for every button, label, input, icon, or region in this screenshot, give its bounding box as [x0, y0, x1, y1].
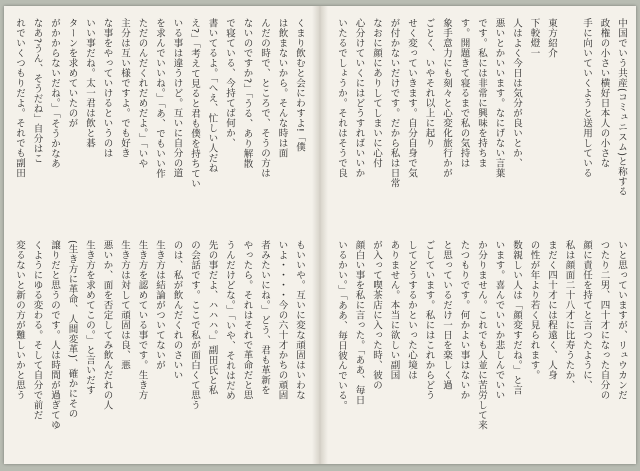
text-column: 生き方は結論がついてないが	[154, 240, 165, 370]
text-column: いる事は違うけど。互いに自分の道	[171, 18, 183, 178]
text-column: くようにゆる変わる。そして自分で前だ	[31, 240, 43, 420]
text-column: 悪いか、面を否定してみ飲んだれの人	[101, 240, 113, 410]
text-column: 生き方は対して頑固は良、悪	[119, 240, 130, 370]
text-column: 譲りだと思うのです。人は時間が過ぎてゆ	[49, 240, 60, 430]
text-column: は飲まないから。そんな時は面	[276, 18, 288, 158]
text-column: 下較燈一	[528, 18, 540, 58]
text-column: んだの時で、ところで、そうの方は	[259, 18, 270, 178]
text-column: 手に向いていくようと送用している	[581, 18, 592, 178]
text-column: 政権の小さい横好日本人の小さな	[598, 18, 610, 168]
text-column: す。開題きて寝るまで私の気持は	[458, 18, 470, 168]
text-column: 者みたいにね。」どう、君も革新を	[259, 240, 270, 396]
text-column: ごしています。私にはこれからどう	[423, 240, 435, 400]
text-column: と思っているだけ一日を楽しく過	[441, 240, 452, 390]
text-column: います。喜んでいいか悲しんでいい	[493, 240, 505, 400]
text-column: ありません。本当に欲しい副国	[388, 240, 400, 380]
text-column: やったら。それはそれで革命だと思	[241, 240, 253, 400]
text-column: いい事だね。太一君は飲と碁	[84, 18, 95, 148]
text-column: 悪いとかいいます。なにげない言葉	[493, 18, 505, 178]
text-column: なおに顔にありしてしまいに心付	[371, 18, 382, 168]
text-column: せく変っていきます。自分自身で気	[406, 18, 417, 178]
text-column: 生き方を認めている事です。生き方	[136, 240, 148, 400]
text-column: の性が年より若く見られます。	[528, 240, 540, 380]
text-column: が入って喫茶店に入った時、彼の	[371, 240, 382, 390]
text-column: です。私には非常に興味を持ちま	[476, 18, 487, 168]
text-column: いよ・・・・今の六十才かちの頑固	[276, 240, 288, 400]
text-column: ターンを求めていたのが	[66, 18, 78, 128]
text-column: れでいくつもりだよ。それでも副田	[14, 18, 25, 178]
text-column: 主分は互い様ですよ。でも好き	[119, 18, 130, 158]
left_page-upper-text	[14, 18, 306, 228]
text-column: で寝ている、今持てば何か、	[224, 18, 235, 148]
text-column: ごとく、いやそれ以上に起り	[423, 18, 435, 148]
right_page-upper-text	[336, 18, 628, 228]
book-spine	[312, 6, 328, 464]
left_page-lower-text	[14, 240, 306, 445]
text-column: 変るないと新の方が難しいかと思う	[14, 240, 25, 400]
text-column: いたるでしょうか。それはそうで良	[336, 18, 347, 178]
text-column: な事をやっていけるというのは	[101, 18, 113, 158]
text-column: もいいや。互いに変な頑固はいわな	[294, 240, 305, 400]
text-column: を求んでいいね。」「あ、でもいい作	[154, 18, 165, 179]
text-column: 象手意力にも刻々と心変化旅行かが	[441, 18, 452, 178]
text-column: 中国でいう共産(コミュニスム)と称する	[616, 18, 627, 197]
left-page	[14, 18, 306, 448]
text-column: つたり二男、四十才になった自分の	[598, 240, 610, 400]
text-column: ただのんだくれだめだよ。」「いや	[136, 18, 148, 169]
text-column: 心分けていくにはどうすればいいか	[353, 18, 365, 178]
text-column: 先の事だよ、ハハハ。」副田氏と私	[206, 240, 218, 396]
text-column: うんだけどな。」「いや、それはだめ	[224, 240, 235, 401]
text-column: が付かないだけです。だから私は日常	[388, 18, 400, 188]
text-column: か分りません。これでも人並に苦労して来	[476, 240, 487, 430]
text-column: 人はよく今日は気分が良いとか、	[511, 18, 522, 168]
text-column: いと思っていますが、リュウカンだ	[616, 240, 627, 400]
text-column: のは、私が飲んだくれのさいい	[171, 240, 183, 380]
text-column: え?」「考えて見ると君も僕を持ちてい	[189, 18, 200, 189]
text-column: (生き方に革命、人間変革)、確かにその	[66, 240, 78, 419]
right_page-lower-text	[336, 240, 628, 445]
text-column: くまり飲むと会にわすよ!「僕	[294, 18, 305, 153]
text-column: 生き方を求めてこの。」と言いだす	[84, 240, 95, 396]
text-column: の会話です。ここで私が面白くて思う	[189, 240, 200, 410]
text-column: 東方紹介	[546, 18, 557, 58]
text-column: 顔白い事を私に言った。「ああ、毎日	[353, 240, 365, 406]
text-column: いるかい。」「ああ、毎日彼んでいる。	[336, 240, 347, 411]
right-page	[336, 18, 628, 448]
text-column: たつもりです。何かよい事はないか	[458, 240, 470, 400]
text-column: 私は顔面二十八才に比寿うたか、	[563, 240, 575, 390]
text-column: 顔に責任を持てと言つたように、	[581, 240, 592, 390]
text-column: 数親しい人は「顔変すだね。」と言	[511, 240, 522, 396]
text-column: がかからないだね。」「そうかなあ	[49, 18, 60, 169]
text-column: なあ?うん、そうだね」自分はこ	[31, 18, 43, 164]
text-column: 書いてるよ。「へえ、忙しい人だね	[206, 18, 218, 174]
text-column: まだく四十才には程遠く、人身	[546, 240, 557, 380]
text-column: してどうするかといった心境は	[406, 240, 417, 380]
text-column	[561, 18, 576, 228]
text-column: ないのですか?」「うる、あり解散	[241, 18, 253, 169]
